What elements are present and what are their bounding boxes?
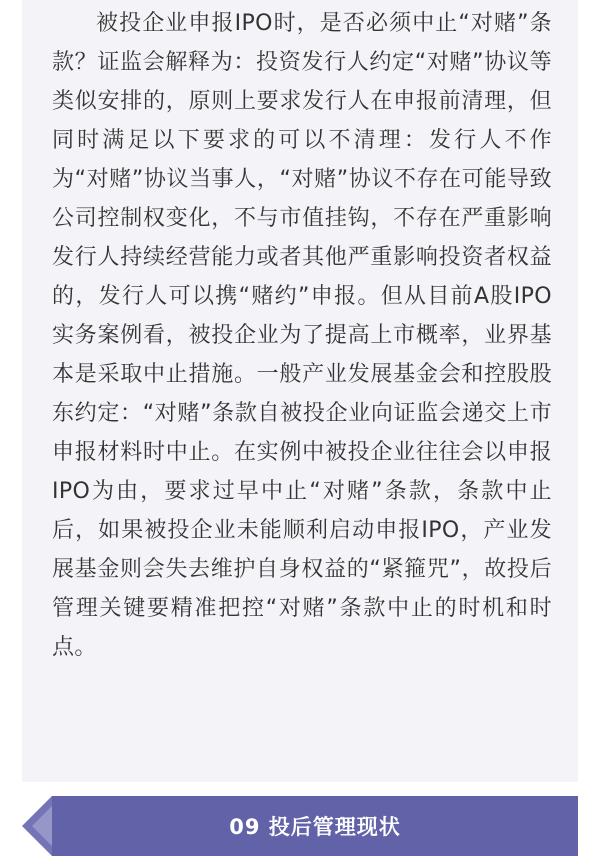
article-card — [22, 0, 578, 782]
section-header-bar — [52, 796, 578, 856]
left-arrow-icon — [22, 796, 52, 856]
section-header — [22, 796, 578, 856]
section-title: 09 投后管理现状 — [229, 815, 401, 839]
article-paragraph: 被投企业申报IPO时，是否必须中止“对赌”条款？证监会解释为：投资发行人约定“对赌”协议等类似安排的，原则上要求发行人在申报前清理，但同时满足以下要求的可以不清理：发行人不作为“对赌”协议当事人，“对赌”协议不存在可能导致公司控制权变化，不与市值挂钩，不存在严重影响发行人持续经营能力或者其他严重影响投资者权益的，发行人可以携“赌约”申报。但从目前A股IPO实务案例看，被投企业为了提高上市概率，业界基本是采取中止措施。一般产业发展基金会和控股股东约定：“对赌”条款自被投企业向证监会递交上市申报材料时中止。在实例中被投企业往往会以申报IPO为由，要求过早中止“对赌”条款，条款中止后，如果被投企业未能顺利启动申报IPO，产业发展基金则会失去维护自身权益的“紧箍咒”，故投后管理关键要精准把控“对赌”条款中止的时机和时点。 — [52, 11, 552, 660]
